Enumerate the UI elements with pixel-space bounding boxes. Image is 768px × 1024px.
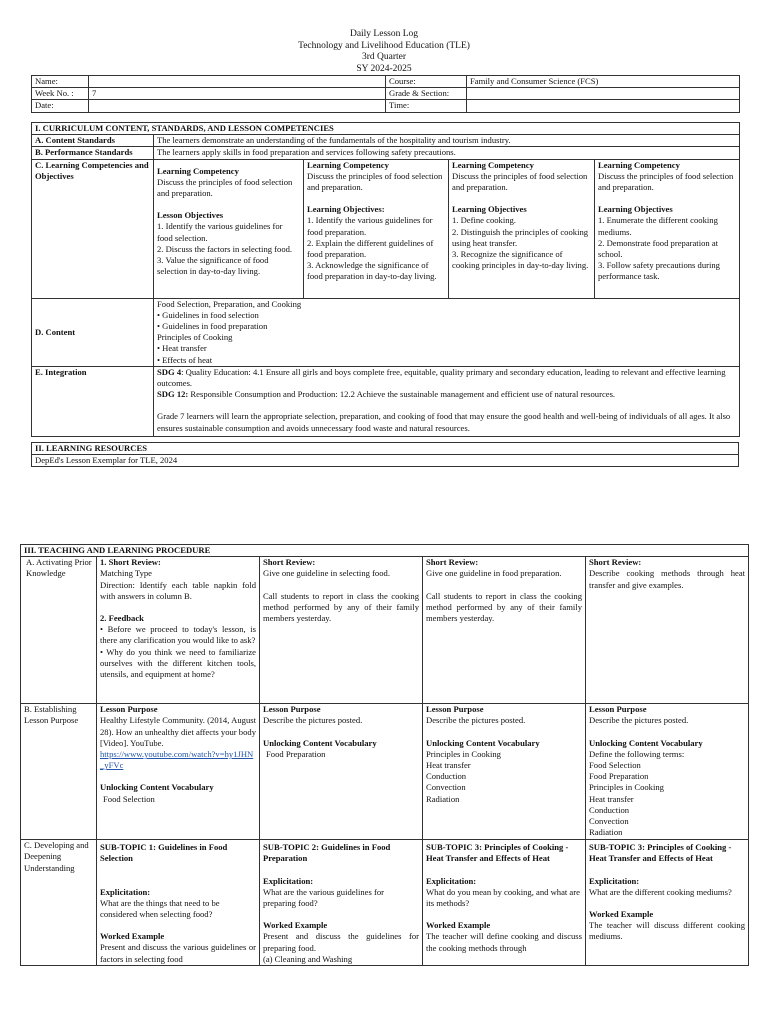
- vocabulary-item: Food Selection: [103, 793, 155, 804]
- activating-cell-1: [97, 557, 260, 704]
- objectives-heading: Lesson Objectives: [157, 210, 224, 221]
- subtopic-heading: SUB-TOPIC 2: Guidelines in Food Preparation: [263, 842, 391, 864]
- grade-label: Grade & Section:: [386, 88, 467, 100]
- vocabulary-item: Food Selection: [589, 760, 641, 771]
- worked-example-text: Present and discuss the guidelines for preparing food.: [263, 931, 419, 953]
- curriculum-section-title: I. CURRICULUM CONTENT, STANDARDS, AND LESSON COMPETENCIES: [32, 123, 740, 135]
- objectives-heading: Learning Objectives: [452, 204, 527, 215]
- content-line: Principles of Cooking: [157, 332, 233, 343]
- content-line: • Heat transfer: [157, 343, 207, 354]
- developing-cell-3: [423, 840, 586, 966]
- objective-item: 1. Define cooking.: [452, 215, 516, 226]
- worked-example-text: The teacher will define cooking and discuss the cooking methods through: [426, 931, 582, 953]
- objective-item: 3. Follow safety precautions during performance task.: [598, 260, 720, 282]
- feedback-heading: 2. Feedback: [100, 613, 144, 624]
- name-label: Name:: [32, 76, 89, 88]
- vocabulary-item: Principles in Cooking: [589, 782, 664, 793]
- subtopic-heading: SUB-TOPIC 3: Principles of Cooking - Heat Transfer and Effects of Heat: [589, 842, 732, 864]
- establishing-label: B. Establishing Lesson Purpose: [21, 704, 97, 840]
- content-standards-label: A. Content Standards: [32, 135, 154, 147]
- competency-cell-1: [154, 159, 304, 298]
- doc-quarter: 3rd Quarter: [361, 52, 407, 62]
- competency-cell-2: [304, 159, 449, 298]
- course-label: Course:: [386, 76, 467, 88]
- week-label: Week No. :: [32, 88, 89, 100]
- developing-cell-1: [97, 840, 260, 966]
- explicitation-text: What are the various guidelines for preparing food?: [263, 886, 384, 909]
- purpose-cell-1: [97, 704, 260, 840]
- worked-example-text: (a) Cleaning and Washing: [263, 953, 353, 964]
- vocabulary-item: Conduction: [426, 771, 467, 782]
- performance-standards-text: The learners apply skills in food preparation and services following safety precautions.: [154, 147, 740, 159]
- curriculum-table: [31, 122, 740, 437]
- resources-item: DepEd's Lesson Exemplar for TLE, 2024: [32, 455, 739, 467]
- procedure-table: [20, 544, 749, 966]
- short-review-heading: 1. Short Review:: [100, 557, 161, 568]
- explicitation-heading: Explicitation:: [100, 886, 151, 897]
- subtopic-heading: SUB-TOPIC 1: Guidelines in Food Selection: [100, 842, 228, 864]
- competency-heading: Learning Competency: [307, 159, 389, 170]
- resources-table: [31, 442, 739, 467]
- content-label: D. Content: [32, 298, 154, 366]
- review-text: Call students to report in class the cooking method performed by any of their family members yesterday.: [263, 590, 419, 624]
- worked-example-heading: Worked Example: [100, 931, 165, 942]
- doc-school-year: SY 2024-2025: [356, 63, 412, 74]
- worked-example-text: Present and discuss the various guidelines or factors in selecting food: [100, 942, 256, 964]
- vocabulary-item: Convection: [426, 782, 466, 793]
- content-line: • Guidelines in food selection: [157, 309, 259, 320]
- competency-cell-3: [449, 159, 595, 298]
- content-line: Food Selection, Preparation, and Cooking: [157, 298, 302, 309]
- lesson-purpose-heading: Lesson Purpose: [263, 704, 321, 715]
- week-value: 7: [89, 88, 386, 100]
- objective-item: 2. Discuss the factors in selecting food.: [157, 243, 293, 254]
- sdg4-text: : Quality Education: 4.1 Ensure all girls and boys complete free, equitable, quality primary and secondary education, leading to relevant and effective learning outcomes.: [157, 366, 726, 389]
- vocabulary-heading: Unlocking Content Vocabulary: [589, 737, 703, 748]
- vocabulary-item: Heat transfer: [426, 760, 471, 771]
- objectives-heading: Learning Objectives: [598, 204, 673, 215]
- feedback-text: • Before we proceed to today's lesson, is there any clarification you would like to ask?: [100, 624, 256, 646]
- subtopic-heading: SUB-TOPIC 3: Principles of Cooking - Heat Transfer and Effects of Heat: [426, 842, 569, 864]
- lesson-purpose-heading: Lesson Purpose: [426, 704, 484, 715]
- explicitation-heading: Explicitation:: [589, 875, 640, 886]
- competency-text: Discuss the principles of food selection and preparation.: [598, 170, 734, 193]
- objective-item: 3. Value the significance of food selection in day-to-day living.: [157, 255, 269, 277]
- objectives-heading: Learning Objectives:: [307, 204, 385, 215]
- explicitation-text: What are the different cooking mediums?: [589, 886, 732, 897]
- explicitation-text: What are the things that need to be considered when selecting food?: [100, 897, 220, 920]
- doc-subject: Technology and Livelihood Education (TLE): [298, 40, 470, 51]
- purpose-text: Describe the pictures posted.: [263, 715, 363, 726]
- integration-label: E. Integration: [32, 366, 154, 436]
- purpose-cell-2: [260, 704, 423, 840]
- competency-heading: Learning Competency: [452, 159, 534, 170]
- feedback-text: • Why do you think we need to familiarize ourselves with the different kitchen tools, utensils, and equipment at home?: [100, 646, 256, 680]
- content-list: [154, 298, 740, 366]
- activating-cell-3: [423, 557, 586, 704]
- sdg12-label: SDG 12:: [157, 389, 189, 400]
- competency-heading: Learning Competency: [598, 159, 680, 170]
- review-text: Call students to report in class the cooking method performed by any of their family members yesterday.: [426, 590, 582, 624]
- objective-item: 1. Identify the various guidelines for food selection.: [157, 221, 283, 243]
- content-line: • Effects of heat: [157, 354, 213, 365]
- developing-cell-4: [586, 840, 749, 966]
- doc-title: Daily Lesson Log: [349, 29, 419, 39]
- vocabulary-intro: Define the following terms:: [589, 748, 685, 759]
- competency-text: Discuss the principles of food selection and preparation.: [452, 170, 588, 193]
- short-review-heading: Short Review:: [263, 557, 316, 568]
- objective-item: 2. Explain the different guidelines of food preparation.: [307, 237, 434, 260]
- time-value: [467, 100, 740, 112]
- objective-item: 2. Demonstrate food preparation at school.: [598, 237, 719, 260]
- time-label: Time:: [386, 100, 467, 112]
- grade-value: [467, 88, 740, 100]
- name-value: [89, 76, 386, 88]
- objective-item: 3. Acknowledge the significance of food preparation in day-to-day living.: [307, 260, 437, 282]
- worked-example-heading: Worked Example: [589, 909, 654, 920]
- vocabulary-item: Principles in Cooking: [426, 748, 501, 759]
- date-value: [89, 100, 386, 112]
- purpose-text: Healthy Lifestyle Community. (2014, August 28). How an unhealthy diet affects your body [Video]. YouTube.: [100, 715, 256, 748]
- vocabulary-heading: Unlocking Content Vocabulary: [100, 782, 214, 793]
- vocabulary-item: Heat transfer: [589, 793, 634, 804]
- review-text: Describe cooking methods through heat transfer and give examples.: [589, 568, 746, 590]
- developing-label: C. Developing and Deepening Understanding: [21, 840, 97, 966]
- purpose-cell-3: [423, 704, 586, 840]
- worked-example-text: The teacher will discuss different cooking mediums.: [589, 920, 746, 942]
- review-text: Direction: Identify each table napkin fold with answers in column B.: [100, 579, 256, 601]
- objective-item: 3. Recognize the significance of cooking principles in day-to-day living.: [452, 249, 589, 271]
- video-link[interactable]: https://www.youtube.com/watch?v=hy1JHN_yFVc: [100, 749, 254, 771]
- performance-standards-label: B. Performance Standards: [32, 147, 154, 159]
- activating-cell-2: [260, 557, 423, 704]
- vocabulary-heading: Unlocking Content Vocabulary: [263, 737, 377, 748]
- explicitation-text: What do you mean by cooking, and what are its methods?: [426, 886, 580, 909]
- course-value: Family and Consumer Science (FCS): [467, 76, 740, 88]
- content-standards-text: The learners demonstrate an understanding of the fundamentals of the hospitality and tourism industry.: [154, 135, 740, 147]
- worked-example-heading: Worked Example: [263, 920, 328, 931]
- objective-item: 2. Distinguish the principles of cooking using heat transfer.: [452, 226, 589, 248]
- vocabulary-item: Convection: [589, 816, 629, 827]
- explicitation-heading: Explicitation:: [263, 875, 314, 886]
- date-label: Date:: [32, 100, 89, 112]
- short-review-heading: Short Review:: [589, 557, 642, 568]
- competency-text: Discuss the principles of food selection and preparation.: [157, 176, 293, 199]
- purpose-text: Describe the pictures posted.: [589, 715, 689, 726]
- competency-cell-4: [595, 159, 740, 298]
- activating-label: A. Activating Prior Knowledge: [21, 557, 97, 704]
- integration-text: [154, 366, 740, 436]
- purpose-text: Describe the pictures posted.: [426, 715, 526, 726]
- vocabulary-item: Food Preparation: [589, 771, 649, 782]
- objective-item: 1. Enumerate the different cooking mediums.: [598, 215, 718, 237]
- short-review-heading: Short Review:: [426, 557, 479, 568]
- review-text: Give one guideline in selecting food.: [263, 568, 390, 579]
- purpose-cell-4: [586, 704, 749, 840]
- vocabulary-item: Food Preparation: [266, 748, 326, 759]
- resources-title: II. LEARNING RESOURCES: [32, 443, 739, 455]
- competency-heading: Learning Competency: [157, 165, 239, 176]
- vocabulary-item: Conduction: [589, 804, 630, 815]
- integration-paragraph: Grade 7 learners will learn the appropriate selection, preparation, and cooking of food that may ensure the good health and well-being of individuals of all ages. It also ensures sustainable consumption and avoids unnecessary food waste and natural resources.: [157, 411, 731, 433]
- competency-text: Discuss the principles of food selection and preparation.: [307, 170, 443, 193]
- competencies-label: C. Learning Competencies and Objectives: [32, 159, 154, 298]
- review-text: Matching Type: [100, 568, 152, 579]
- vocabulary-item: Radiation: [589, 827, 623, 838]
- vocabulary-item: Radiation: [426, 793, 460, 804]
- content-line: • Guidelines in food preparation: [157, 321, 268, 332]
- explicitation-heading: Explicitation:: [426, 875, 477, 886]
- objective-item: 1. Identify the various guidelines for food preparation.: [307, 215, 433, 237]
- review-text: Give one guideline in food preparation.: [426, 568, 562, 579]
- worked-example-heading: Worked Example: [426, 920, 491, 931]
- activating-cell-4: [586, 557, 749, 704]
- procedure-title: III. TEACHING AND LEARNING PROCEDURE: [21, 545, 749, 557]
- vocabulary-heading: Unlocking Content Vocabulary: [426, 737, 540, 748]
- lesson-purpose-heading: Lesson Purpose: [589, 704, 647, 715]
- info-table: [31, 75, 740, 113]
- lesson-purpose-heading: Lesson Purpose: [100, 704, 158, 715]
- sdg12-text: Responsible Consumption and Production: 12.2 Achieve the sustainable management and efficient use of natural resources.: [188, 389, 616, 400]
- developing-cell-2: [260, 840, 423, 966]
- document-header: [0, 29, 768, 75]
- sdg4-label: SDG 4: [157, 366, 182, 377]
